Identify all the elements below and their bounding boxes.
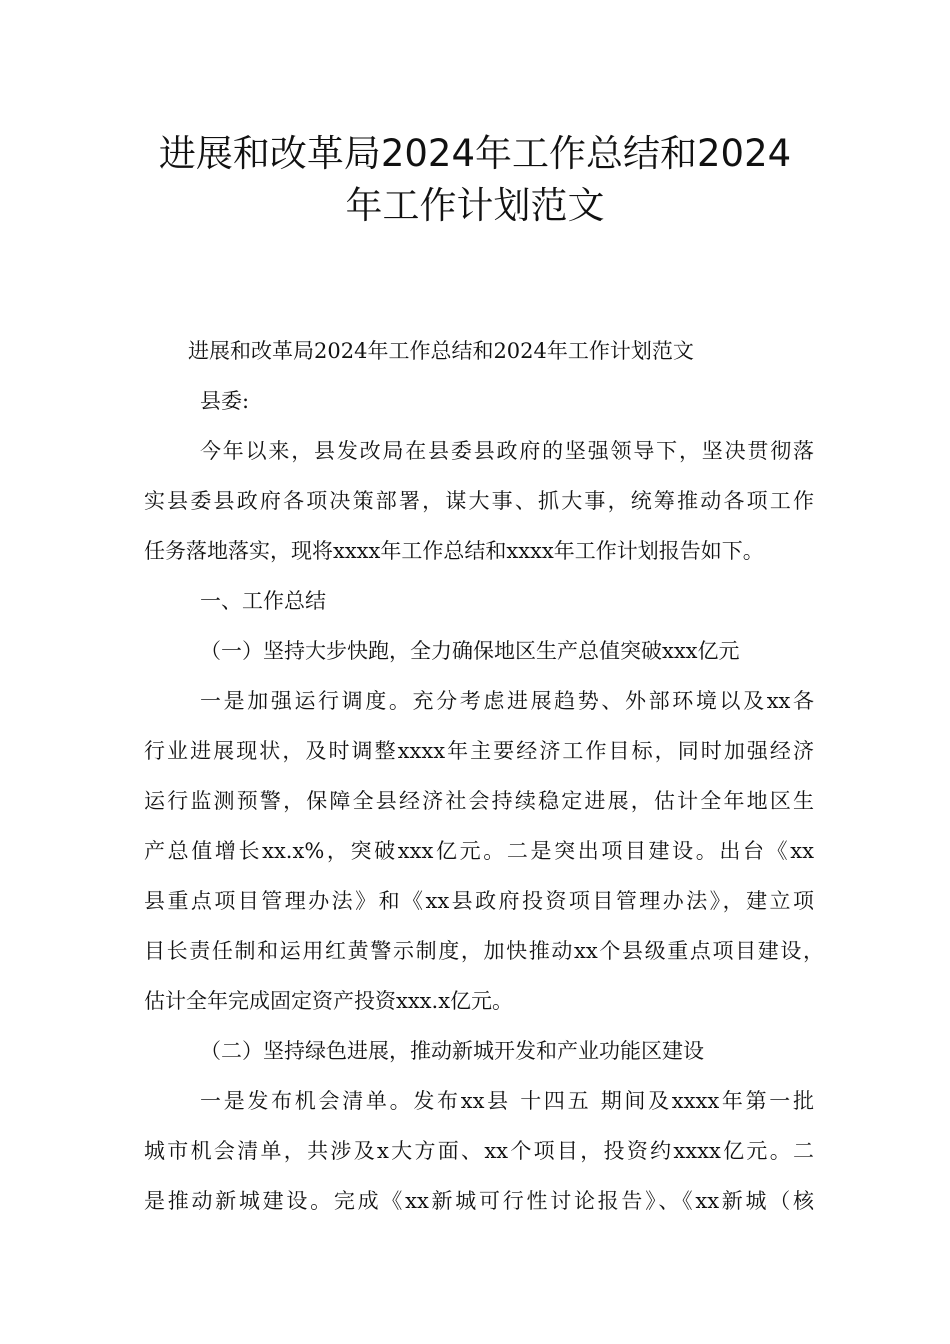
document-title-line-2: 年工作计划范文 [345, 184, 605, 227]
document-subtitle: 进展和改革局2024年工作总结和2024年工作计划范文 [188, 339, 694, 363]
paragraph-line: 城市机会清单，共涉及x大方面、xx个项目，投资约xxxx亿元。二 [144, 1139, 814, 1163]
paragraph-line: 运行监测预警，保障全县经济社会持续稳定进展，估计全年地区生 [144, 789, 814, 813]
subsection-heading: （一）坚持大步快跑，全力确保地区生产总值突破xxx亿元 [200, 639, 740, 663]
paragraph-line: 估计全年完成固定资产投资xxx.x亿元。 [144, 989, 514, 1013]
section-heading: 一、工作总结 [200, 589, 326, 613]
paragraph-line: 一是发布机会清单。发布xx县 十四五 期间及xxxx年第一批 [200, 1089, 814, 1113]
salutation: 县委: [200, 389, 250, 413]
paragraph-line: 目长责任制和运用红黄警示制度，加快推动xx个县级重点项目建设， [144, 939, 824, 963]
paragraph-line: 今年以来，县发改局在县委县政府的坚强领导下，坚决贯彻落 [200, 439, 814, 463]
subsection-heading: （二）坚持绿色进展，推动新城开发和产业功能区建设 [200, 1039, 704, 1063]
paragraph-line: 任务落地落实，现将xxxx年工作总结和xxxx年工作计划报告如下。 [144, 539, 764, 563]
paragraph-line: 实县委县政府各项决策部署，谋大事、抓大事，统筹推动各项工作 [144, 489, 814, 513]
paragraph-line: 县重点项目管理办法》和《xx县政府投资项目管理办法》，建立项 [144, 889, 814, 913]
paragraph-line: 是推动新城建设。完成《xx新城可行性讨论报告》、《xx新城（核 [144, 1189, 814, 1213]
paragraph-line: 行业进展现状，及时调整xxxx年主要经济工作目标，同时加强经济 [144, 739, 814, 763]
document-title-line-1: 进展和改革局2024年工作总结和2024 [158, 132, 792, 175]
paragraph-line: 一是加强运行调度。充分考虑进展趋势、外部环境以及xx各 [200, 689, 814, 713]
paragraph-line: 产总值增长xx.x%，突破xxx亿元。二是突出项目建设。出台《xx [144, 839, 814, 863]
